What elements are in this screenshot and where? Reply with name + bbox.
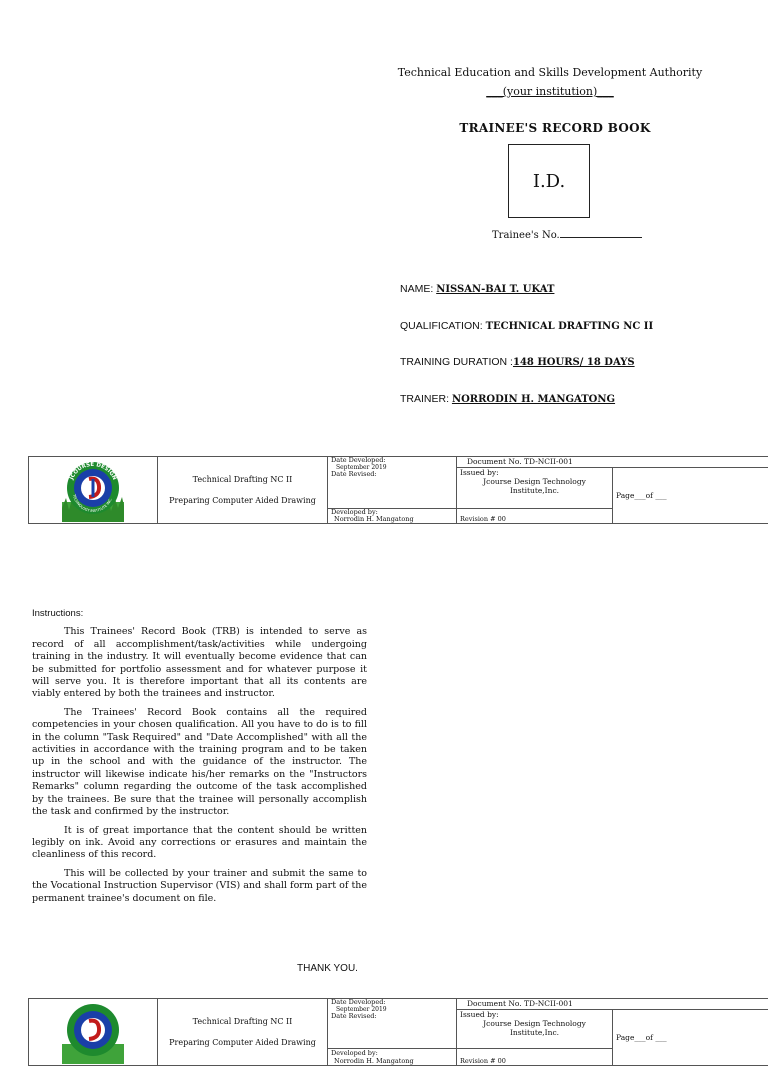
- instructions-section: [32, 608, 367, 911]
- institute-logo-icon-2: [62, 1000, 124, 1064]
- duration-label: TRAINING DURATION :: [400, 356, 513, 368]
- page-number: Page___of ___: [613, 468, 768, 524]
- id-photo-box: [508, 144, 590, 218]
- duration-field: [400, 356, 635, 368]
- course-cell-2: [158, 999, 328, 1066]
- developed-by-label-2: Developed by:: [331, 1049, 453, 1057]
- document-footer-table: [28, 456, 768, 524]
- issued-by-label: Issued by:: [460, 468, 609, 477]
- developed-by-cell-2: [328, 1049, 457, 1066]
- authority-name: Technical Education and Skills Development Authority: [370, 66, 730, 79]
- id-box-label: I.D.: [533, 171, 565, 192]
- course-cell: [158, 457, 328, 524]
- logo-text-bottom: TECHNOLOGY INSTITUTE INC.: [72, 493, 113, 513]
- name-field: [400, 283, 554, 295]
- issued-by-value: Jcourse Design Technology Institute,Inc.: [460, 477, 609, 495]
- trainee-number-blank: [560, 228, 642, 238]
- instructions-paragraph-1: This Trainees' Record Book (TRB) is intended to serve as record of all accomplishment/task/activities while undergoing training in the industry. It will eventually become evidence that can be submitted for portfolio assessment and for whatever purpose it will serve you. It is therefore important that all its contents are viably entered by both the trainees and instructor.: [32, 626, 367, 700]
- trainer-value: NORRODIN H. MANGATONG: [452, 394, 615, 405]
- course-name: Technical Drafting NC II: [161, 475, 324, 484]
- logo-text-top: JCOURSE DESIGN: [68, 462, 117, 482]
- issued-by-value-2: Jcourse Design Technology Institute,Inc.: [460, 1019, 609, 1037]
- trainer-label: TRAINER:: [400, 393, 449, 405]
- developed-by-label: Developed by:: [331, 509, 453, 516]
- dates-cell: [328, 457, 457, 509]
- instructions-paragraph-4: This will be collected by your trainer and submit the same to the Vocational Instruction Supervisor (VIS) and shall form part of the permanent trainee's document on file.: [32, 868, 367, 905]
- date-developed-value: September 2019: [331, 464, 453, 471]
- issued-by-cell-2: [457, 1010, 613, 1049]
- page-number-2: Page___of ___: [613, 1010, 768, 1066]
- developed-by-cell: [328, 509, 457, 524]
- trainee-number-field: [492, 228, 642, 241]
- instructions-paragraph-2: The Trainees' Record Book contains all the required competencies in your chosen qualification. All you have to do is to fill in the column "Task Required" and "Date Accomplished" with all the activities in accordance with the training program and to be taken up in the school and with the guidance of the instructor. The instructor will likewise indicate his/her remarks on the "Instructors Remarks" column regarding the outcome of the task accomplished by the trainees. Be sure that the trainee will personally accomplish the task and confirmed by the instructor.: [32, 707, 367, 819]
- developed-by-value-2: Norrodin H. Mangatong: [331, 1057, 453, 1065]
- document-number-2: Document No. TD-NCII-001: [457, 999, 768, 1010]
- qualification-value: TECHNICAL DRAFTING NC II: [486, 321, 654, 332]
- course-name-2: Technical Drafting NC II: [161, 1017, 324, 1026]
- module-name: Preparing Computer Aided Drawing: [161, 496, 324, 505]
- issued-by-label-2: Issued by:: [460, 1010, 609, 1019]
- qualification-label: QUALIFICATION:: [400, 320, 483, 332]
- document-number: Document No. TD-NCII-001: [457, 457, 768, 468]
- logo-cell: [29, 457, 158, 524]
- duration-value: 148 HOURS/ 18 DAYS: [513, 357, 635, 368]
- institution-name: ___(your institution)___: [370, 85, 730, 98]
- date-developed-value-2: September 2019: [331, 1006, 453, 1013]
- revision-number: Revision # 00: [457, 509, 613, 524]
- date-revised-label: Date Revised:: [331, 471, 453, 478]
- trainee-number-label: Trainee's No.: [492, 230, 560, 241]
- qualification-field: [400, 320, 653, 332]
- logo-cell-2: [29, 999, 158, 1066]
- date-revised-label-2: Date Revised:: [331, 1013, 453, 1020]
- name-value: NISSAN-BAI T. UKAT: [436, 284, 554, 295]
- instructions-paragraph-3: It is of great importance that the content should be written legibly on ink. Avoid any corrections or erasures and maintain the cleanliness of this record.: [32, 825, 367, 862]
- date-developed-label: Date Developed:: [331, 457, 453, 464]
- module-name-2: Preparing Computer Aided Drawing: [161, 1038, 324, 1047]
- revision-number-2: Revision # 00: [457, 1049, 613, 1066]
- page-title: TRAINEE'S RECORD BOOK: [440, 121, 670, 135]
- instructions-heading: Instructions:: [32, 608, 367, 620]
- document-footer-table-2: [28, 998, 768, 1066]
- trainer-field: [400, 393, 615, 405]
- developed-by-value: Norrodin H. Mangatong: [331, 516, 453, 523]
- date-developed-label-2: Date Developed:: [331, 999, 453, 1006]
- thank-you: THANK YOU.: [297, 963, 358, 974]
- issued-by-cell: [457, 468, 613, 509]
- name-label: NAME:: [400, 283, 433, 295]
- institute-logo-icon: [62, 458, 124, 522]
